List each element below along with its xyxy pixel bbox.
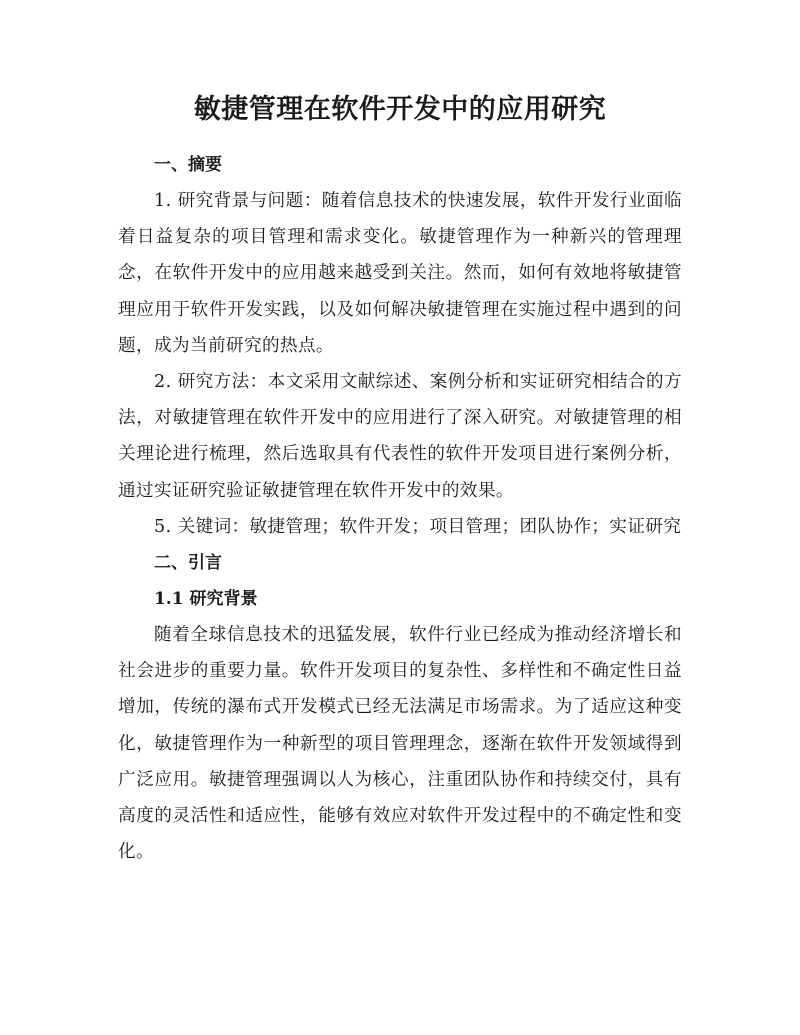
abstract-paragraph-background: 1. 研究背景与问题：随着信息技术的快速发展，软件开发行业面临着日益复杂的项目管理和需求变化。敏捷管理作为一种新兴的管理理念，在软件开发中的应用越来越受到关注。然而，如何有效地将敏捷管理应用于软件开发实践，以及如何解决敏捷管理在实施过程中遇到的问题，成为当前研究的热点。 xyxy=(118,191,682,356)
document-title: 敏捷管理在软件开发中的应用研究 xyxy=(193,94,607,125)
introduction-paragraph: 随着全球信息技术的迅猛发展，软件行业已经成为推动经济增长和社会进步的重要力量。软件开发项目的复杂性、多样性和不确定性日益增加，传统的瀑布式开发模式已经无法满足市场需求。为了适应这种变化，敏捷管理作为一种新型的项目管理理念，逐渐在软件开发领域得到广泛应用。敏捷管理强调以人为核心，注重团队协作和持续交付，具有高度的灵活性和适应性，能够有效应对软件开发过程中的不确定性和变化。 xyxy=(118,625,682,863)
section-heading-introduction: 二、引言 xyxy=(154,553,222,574)
section-heading-abstract: 一、摘要 xyxy=(154,155,222,175)
document-page xyxy=(118,92,682,870)
abstract-paragraph-keywords: 5. 关键词：敏捷管理；软件开发；项目管理；团队协作；实证研究 xyxy=(154,516,682,537)
subsection-heading-background: 1.1 研究背景 xyxy=(154,589,258,610)
abstract-paragraph-method: 2. 研究方法：本文采用文献综述、案例分析和实证研究相结合的方法，对敏捷管理在软件开发中的应用进行了深入研究。对敏捷管理的相关理论进行梳理，然后选取具有代表性的软件开发项目进行案例分析，通过实证研究验证敏捷管理在软件开发中的效果。 xyxy=(118,372,682,501)
